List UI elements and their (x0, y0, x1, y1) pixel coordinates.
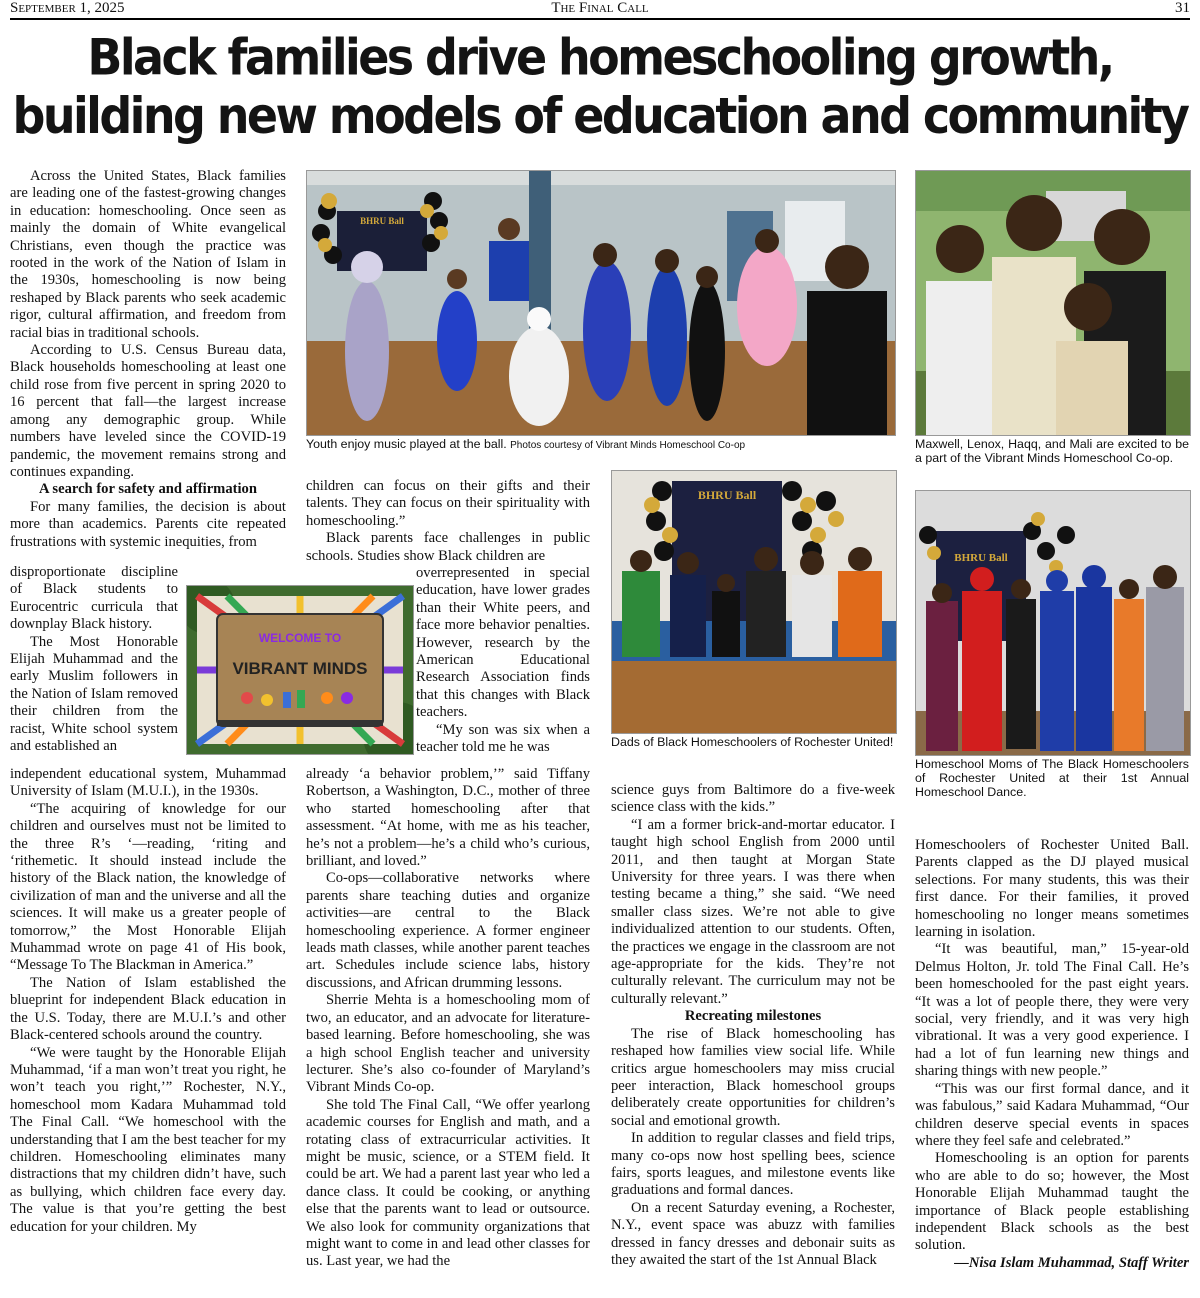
article-column-2 (306, 478, 590, 576)
paragraph: overrepresented in special education, have lower grades than their White peers, and face more behavior penalties. However, research by the American Educational Research Association finds that this changes with Black teachers. (416, 565, 590, 721)
dads-banner-text: BHRU Ball (697, 488, 757, 502)
byline: —Nisa Islam Muhammad, Staff Writer (954, 1254, 1189, 1271)
paragraph: children can focus on their gifts and their talents. They can focus on their spirituality with homeschooling.” (306, 478, 590, 529)
photo-welcome-sign (186, 585, 414, 755)
headline-line-2: building new models of education and community (12, 86, 1188, 145)
caption-text: Youth enjoy music played at the ball. (306, 437, 507, 451)
paragraph: independent educational system, Muhammad University of Islam (M.U.I.), in the 1930s. (10, 766, 286, 800)
paragraph: “The acquiring of knowledge for our children and ourselves must not be limited to the three R’s ‘—reading, ‘riting and ‘rithemetic. It should instead include the history of the Black nation, the knowledge of civilization of man and the universe and all the sciences. It will make us a greater people of tomorrow,” the Most Honorable Elijah Muhammad wrote on page 41 of His book, “Message To The Blackman in America.” (10, 800, 286, 974)
paragraph: In addition to regular classes and field trips, many co-ops now host spelling bees, science fairs, sports leagues, and milestone events like graduations and formal dances. (611, 1130, 895, 1199)
article-column-4 (915, 837, 1189, 1292)
article-column-1 (10, 168, 286, 583)
paragraph: “It was beautiful, man,” 15-year-old Delmus Holton, Jr. told The Final Call. He’s been homeschooled for the past eight years. “It was a lot of people there, they were very social, very friendly, and it was very high vibrational. It was a very good experience. I had a lot of fun learning new things and sharing things with new people.” (915, 941, 1189, 1080)
paragraph: Homeschoolers of Rochester United Ball. Parents clapped as the DJ played musical selections. For many students, this was their first dance. For their families, it proved homeschooling no longer means sometimes learning in isolation. (915, 837, 1189, 941)
paragraph: The rise of Black homeschooling has reshaped how families view social life. While critics argue homeschoolers may miss crucial peer interaction, Black homeschool groups deliberately create opportunities for children’s social and emotional growth. (611, 1025, 895, 1129)
page-number: 31 (1175, 0, 1190, 16)
paragraph: For many families, the decision is about more than academics. Parents cite repeated frustrations with systemic inequities, from (10, 498, 286, 550)
paragraph: Co-ops—collaborative networks where parents share teaching duties and organize activities—are central to the Black homeschooling experience. A former engineer leads math classes, while another parent teaches art. Schedules include science labs, history discussions, and African drumming lessons. (306, 870, 590, 991)
paragraph: disproportionate discipline of Black students to Eurocentric curricula that downplay Black history. (10, 564, 178, 633)
paragraph: Sherrie Mehta is a homeschooling mom of two, an educator, and an advocate for literature-based learning. Before homeschooling, she was a high school English teacher and university lecturer. She’s also co-founder of Maryland’s Vibrant Minds Co-op. (306, 992, 590, 1096)
paragraph: The Most Honorable Elijah Muhammad and the early Muslim followers in the Nation of Islam removed their children from the racist, White school system and established an (10, 633, 178, 755)
headline-line-1: Black families drive homeschooling growth, (87, 28, 1113, 87)
photo-credit: Photos courtesy of Vibrant Minds Homeschool Co-op (510, 440, 746, 451)
photo-youth-ball (306, 170, 896, 436)
paragraph: “I am a former brick-and-mortar educator. I taught high school English from 2000 until 2011, and then taught at Morgan State University for three years. I was there when testing became a thing,” she said. “We need smaller class sizes. We’re not able to give individualized attention to our students. Often, the practices we engage in the classroom are not age-appropriate for the kids. They’re not culturally relevant. The curriculum may not be culturally relevant.” (611, 816, 895, 1007)
photo-dads (611, 470, 897, 734)
paragraph: already ‘a behavior problem,’” said Tiffany Robertson, a Washington, D.C., mother of three who started homeschooling after that assessment. “At home, with me as his teacher, he’s not a problem—he’s a child who’s curious, brilliant, and loved.” (306, 766, 590, 870)
article-column-2-wrap (416, 565, 590, 767)
page-header (10, 0, 1190, 20)
caption-youth-ball (306, 437, 894, 453)
article-column-2-lower (306, 766, 590, 1292)
caption-moms: Homeschool Moms of The Black Homeschoolers of Rochester United at their 1st Annual Homeschool Dance. (915, 757, 1189, 799)
photo-moms (915, 490, 1191, 756)
subhead-safety: A search for safety and affirmation (39, 481, 257, 498)
paragraph: She told The Final Call, “We offer yearlong academic courses for English and math, and a rotating class of extracurricular activities. It might be music, science, or a STEM field. It could be art. We had a parent last year who led a dance class. It could be cooking, or anything else that the parents want to lead or outsource. We also look for community organizations that might want to come in and lead other classes for us. Last year, we had the (306, 1096, 590, 1270)
photo-kids (915, 170, 1191, 436)
paragraph: The Nation of Islam established the blueprint for independent Black education in the U.S. Today, there are M.U.I.’s and other Black-centered schools around the country. (10, 974, 286, 1044)
paragraph: Black parents face challenges in public schools. Studies show Black children are (306, 530, 590, 564)
article-column-3 (611, 782, 895, 1292)
sign-vibrant-minds-text: VIBRANT MINDS (232, 659, 368, 678)
paragraph: According to U.S. Census Bureau data, Black households homeschooling at least one child rose from five percent in spring 2020 to 16 percent that fall—the largest increase among any demographic group. While numbers have leveled since the COVID-19 pandemic, the movement remains strong and continues expanding. (10, 342, 286, 480)
paragraph: Homeschooling is an option for parents who are able to do so; however, the Most Honorable Elijah Muhammad taught the importance of Black people establishing independent Black schools as the best solution. (915, 1150, 1189, 1254)
sign-welcome-text: WELCOME TO (258, 631, 342, 645)
paragraph: “My son was six when a teacher told me he was (416, 721, 590, 756)
moms-banner-text: BHRU Ball (954, 552, 1008, 564)
ball-banner-text: BHRU Ball (360, 216, 404, 226)
article-column-1-lower (10, 766, 286, 1292)
paragraph: On a recent Saturday evening, a Rochester, N.Y., event space was abuzz with families dressed in fancy dresses and debonair suits as they awaited the start of the 1st Annual Black (611, 1199, 895, 1268)
paragraph: “This was our first formal dance, and it was fabulous,” said Kadara Muhammad, “Our children deserve special events in spaces where they feel safe and celebrated.” (915, 1080, 1189, 1149)
paragraph: Across the United States, Black families are leading one of the fastest-growing changes in education: homeschooling. Once seen as mainly the domain of White evangelical Christians, even though the practice was rooted in the work of the Nation of Islam in the 1930s, homeschooling is now being reshaped by Black parents who seek academic rigor, cultural affirmation, and freedom from racial bias in traditional schools. (10, 168, 286, 341)
paragraph: science guys from Baltimore do a five-week science class with the kids.” (611, 782, 895, 816)
caption-dads: Dads of Black Homeschoolers of Rochester United! (611, 735, 894, 749)
publication-name: The Final Call (551, 0, 649, 16)
caption-kids: Maxwell, Lenox, Haqq, and Mali are excited to be a part of the Vibrant Minds Homeschool Co-op. (915, 437, 1189, 465)
issue-date: September 1, 2025 (10, 0, 125, 16)
paragraph: “We were taught by the Honorable Elijah Muhammad, ‘if a man won’t treat you right, he won’t teach you right,’” Rochester, N.Y., homeschool mom Kadara Muhammad told The Final Call. “We homeschool with the understanding that I am the best teacher for my children. Homeschooling eliminates many distractions that my children didn’t have, such as bullying, which children face every day. The value is that you’re getting the best education for your children. My (10, 1044, 286, 1235)
subhead-milestones: Recreating milestones (684, 1008, 822, 1025)
headline (10, 28, 1190, 145)
article-column-1-wrap (10, 564, 178, 766)
